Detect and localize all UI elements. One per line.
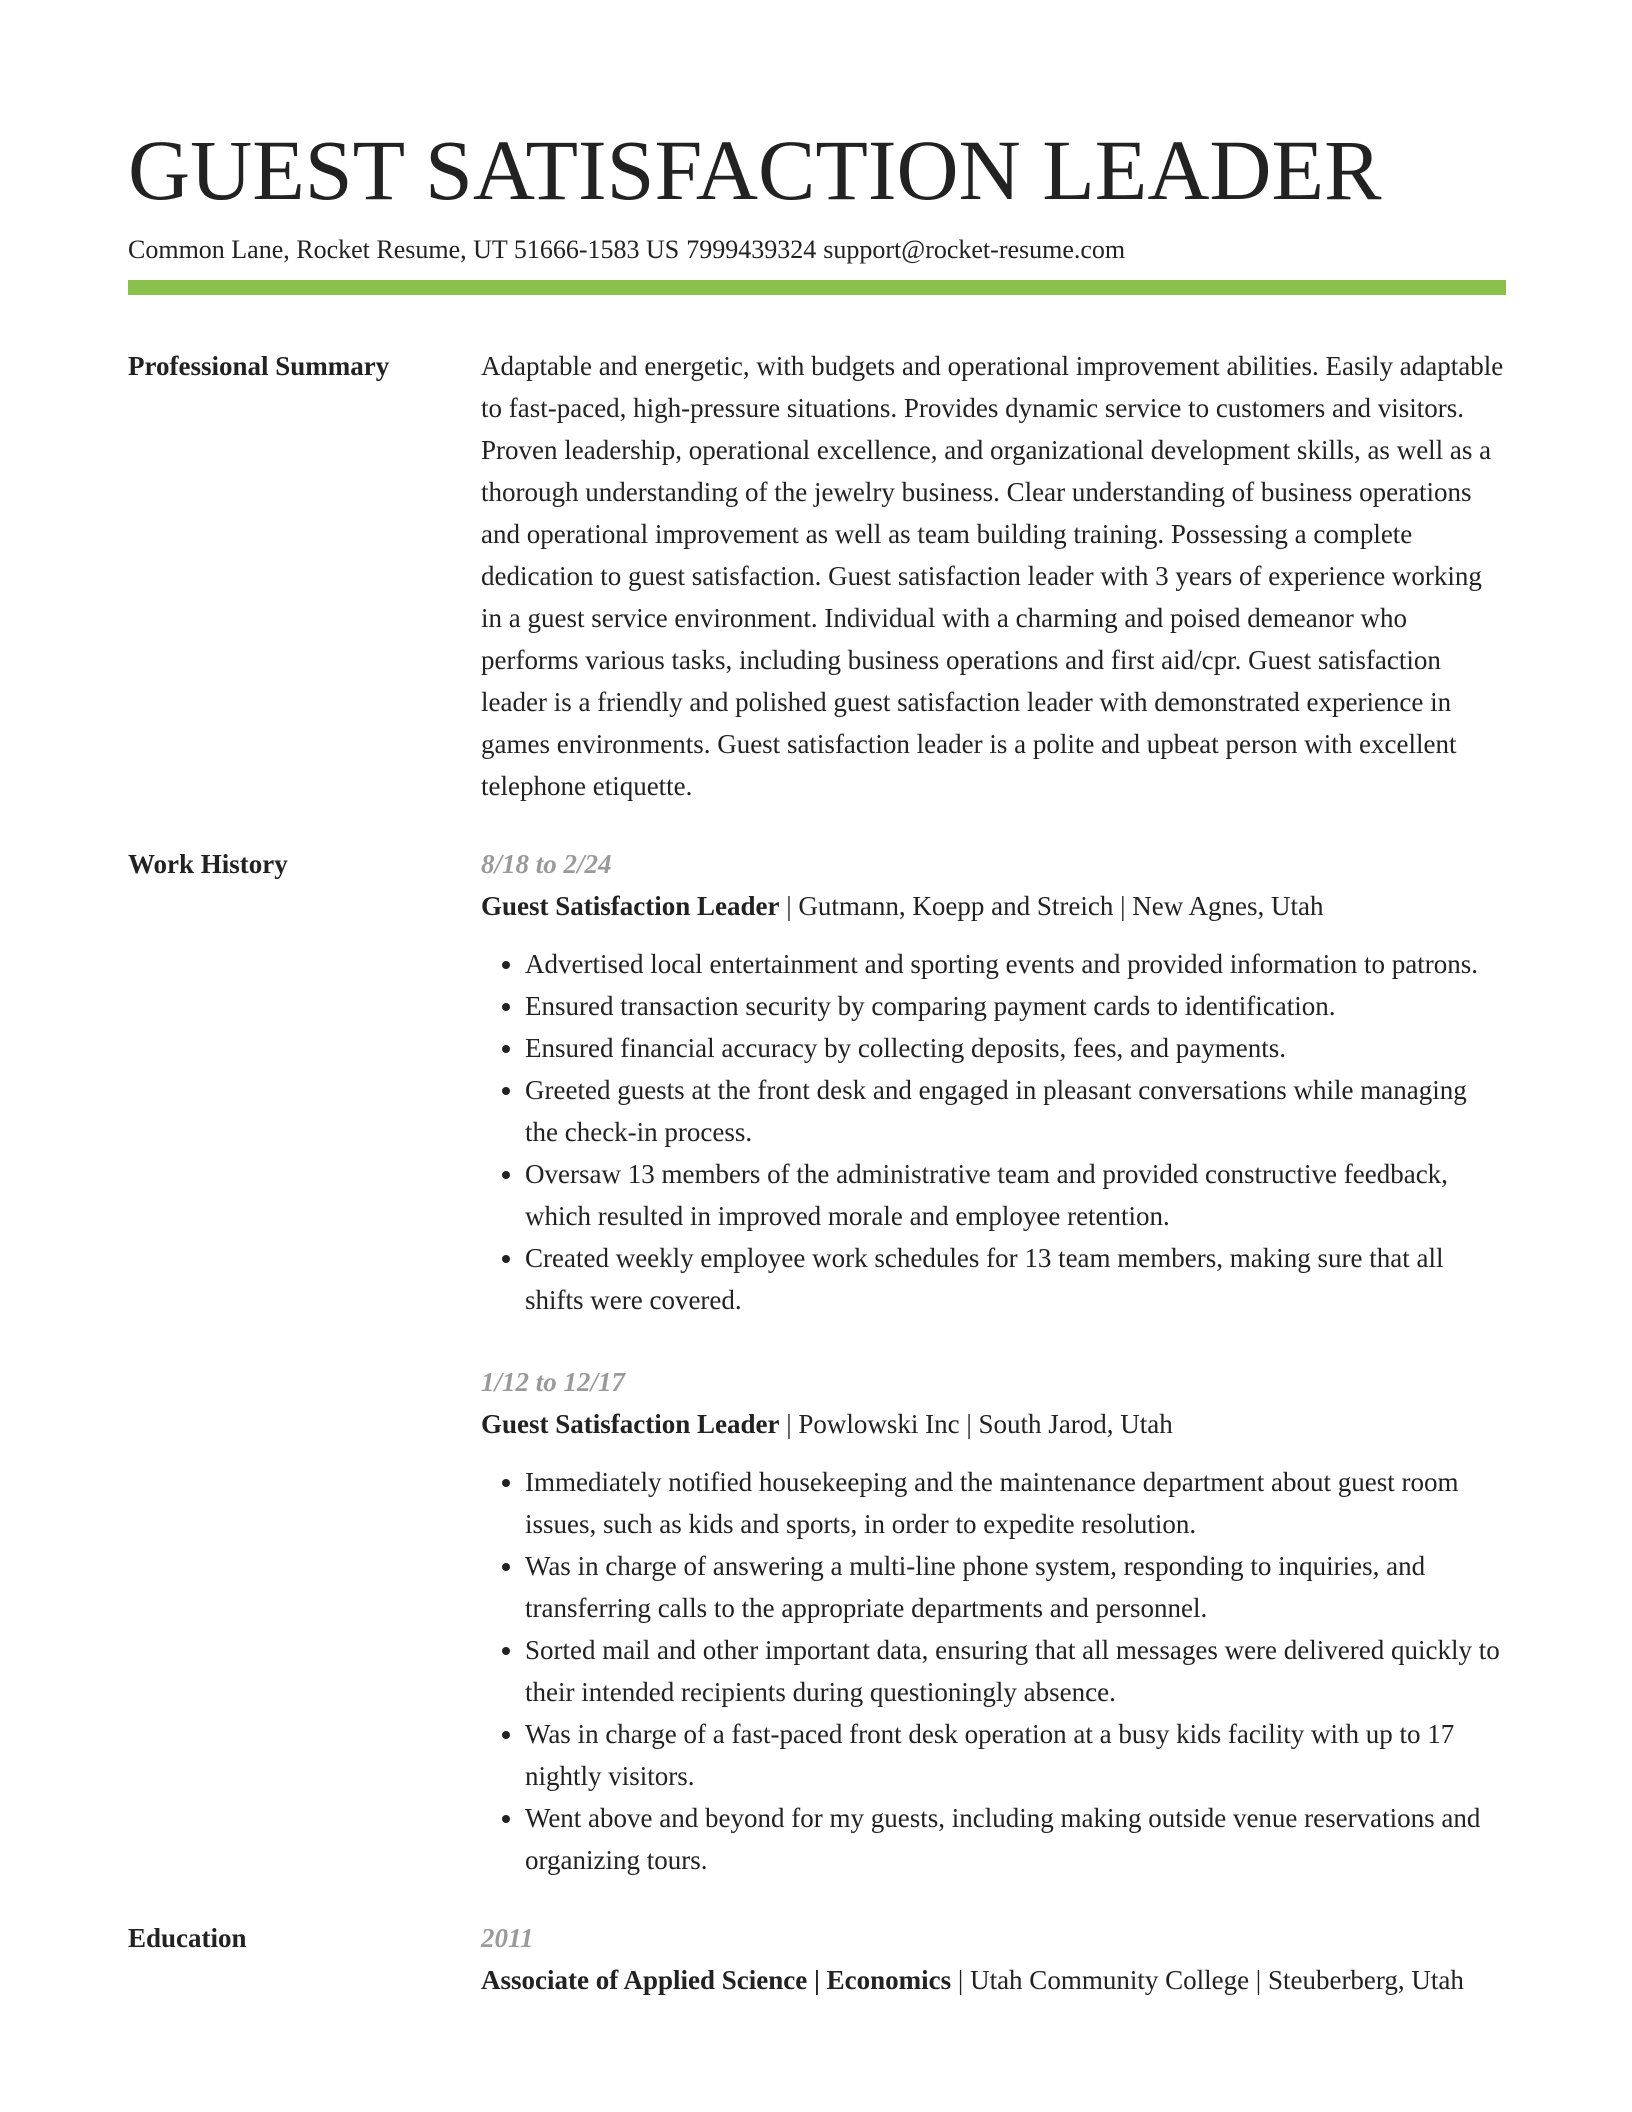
section-heading: Education (128, 1923, 247, 1953)
section-heading: Professional Summary (128, 351, 390, 381)
section-body (481, 843, 1506, 1881)
list-item: • Ensured transaction security by comparing payment cards to identification. (525, 985, 1506, 1027)
education-section (128, 1917, 1506, 2001)
list-item: • Ensured financial accuracy by collecting deposits, fees, and payments. (525, 1027, 1506, 1069)
summary-text: Adaptable and energetic, with budgets and operational improvement abilities. Easily adaptable to fast-paced, high-pressure situations. Provides dynamic service to customers and visitors. Proven leadership, operational excellence, and organizational development skills, as well as a thorough understanding of the jewelry business. Clear understanding of business operations and operational improvement as well as team building training. Possessing a complete dedication to guest satisfaction. Guest satisfaction leader with 3 years of experience working in a guest service environment. Individual with a charming and poised demeanor who performs various tasks, including business operations and first aid/cpr. Guest satisfaction leader is a friendly and polished guest satisfaction leader with demonstrated experience in games environments. Guest satisfaction leader is a polite and upbeat person with excellent telephone etiquette. (481, 351, 1504, 801)
contact-phone: 7999439324 (686, 235, 817, 264)
contact-line (128, 232, 1506, 268)
job-dates: 1/12 to 12/17 (481, 1367, 626, 1397)
job-entry (481, 1361, 1506, 1881)
list-item: • Went above and beyond for my guests, including making outside venue reservations and organizing tours. (525, 1797, 1506, 1881)
education-year: 2011 (481, 1923, 534, 1953)
education-line (481, 1959, 1506, 2001)
list-item: • Sorted mail and other important data, ensuring that all messages were delivered quickly to their intended recipients during questioningly absence. (525, 1629, 1506, 1713)
work-history-section (128, 843, 1506, 1881)
job-dates: 8/18 to 2/24 (481, 849, 612, 879)
list-item: • Was in charge of a fast-paced front desk operation at a busy kids facility with up to 17 nightly visitors. (525, 1713, 1506, 1797)
education-details: | Utah Community College | Steuberberg, Utah (951, 1965, 1464, 1995)
job-bullet-list (481, 1461, 1506, 1881)
job-title: Guest Satisfaction Leader (481, 1409, 780, 1439)
list-item: • Oversaw 13 members of the administrative team and provided constructive feedback, which resulted in improved morale and employee retention. (525, 1153, 1506, 1237)
job-bullet-list (481, 943, 1506, 1321)
job-title: Guest Satisfaction Leader (481, 891, 780, 921)
education-degree: Associate of Applied Science | Economics (481, 1965, 952, 1995)
resume-page (128, 120, 1506, 2001)
header-divider (128, 280, 1506, 295)
job-entry (481, 843, 1506, 1321)
resume-name: GUEST SATISFACTION LEADER (128, 122, 1382, 218)
list-item: • Advertised local entertainment and sporting events and provided information to patrons. (525, 943, 1506, 985)
list-item: • Immediately notified housekeeping and the maintenance department about guest room issues, such as kids and sports, in order to expedite resolution. (525, 1461, 1506, 1545)
job-details: | Powlowski Inc | South Jarod, Utah (779, 1409, 1173, 1439)
list-item: • Created weekly employee work schedules for 13 team members, making sure that all shifts were covered. (525, 1237, 1506, 1321)
section-heading: Work History (128, 849, 288, 879)
job-role-line (481, 885, 1506, 927)
list-item: • Greeted guests at the front desk and engaged in pleasant conversations while managing the check-in process. (525, 1069, 1506, 1153)
summary-section (128, 345, 1506, 807)
contact-email: support@rocket-resume.com (823, 235, 1126, 264)
section-body (481, 1917, 1506, 2001)
job-details: | Gutmann, Koepp and Streich | New Agnes, Utah (779, 891, 1324, 921)
section-body (481, 345, 1506, 807)
list-item: • Was in charge of answering a multi-line phone system, responding to inquiries, and transferring calls to the appropriate departments and personnel. (525, 1545, 1506, 1629)
job-role-line (481, 1403, 1506, 1445)
contact-address: Common Lane, Rocket Resume, UT 51666-1583 US (128, 235, 680, 264)
